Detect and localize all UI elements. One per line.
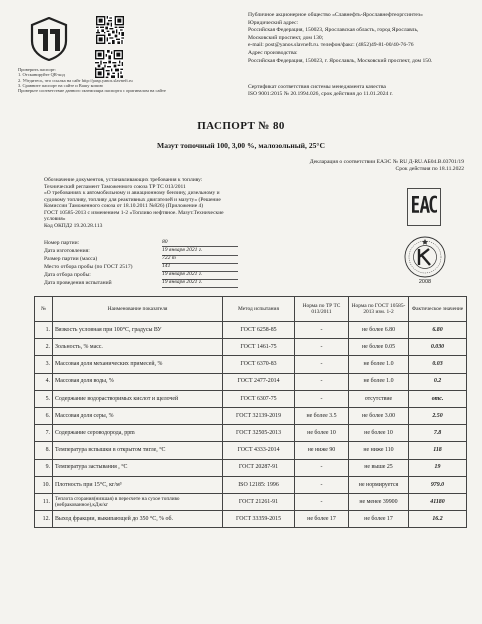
norm-tr: - [295,459,349,476]
indicator-name: Массовая доля воды, % [53,373,223,390]
table-row [35,356,467,373]
product-name: Мазут топочный 100, 3,00 %, малозольный, 25°С [157,141,325,150]
row-number: 9. [35,459,53,476]
test-method: ГОСТ 32505-2013 [223,425,295,442]
row-number: 4. [35,373,53,390]
row-number: 7. [35,425,53,442]
table-row [35,425,467,442]
test-method: ISO 12185: 1996 [223,476,295,493]
actual-value: 0.03 [409,356,467,373]
norm-gost: не нормируется [349,476,409,493]
company-info [248,12,432,65]
test-method: ГОСТ 1461-75 [223,339,295,356]
test-method: ГОСТ 32139-2019 [223,407,295,424]
col-header-norm-gost: Норма по ГОСТ 10585-2013 изм. 1-2 [349,297,409,322]
norm-tr: не ниже 90 [295,442,349,459]
verification-notes [18,67,166,93]
regulation-text [44,177,224,229]
param-value: 80 [162,239,238,247]
norm-gost: отсутствие [349,390,409,407]
actual-value: 7.8 [409,425,467,442]
actual-value: отс. [409,390,467,407]
test-method: ГОСТ 6307-75 [223,390,295,407]
test-method: ГОСТ 33359-2015 [223,511,295,528]
table-row [35,442,467,459]
quality-table [34,296,467,528]
table-row [35,459,467,476]
row-number: 12. [35,511,53,528]
col-header-number: № [35,297,53,322]
declaration [298,159,464,173]
row-number: 11. [35,493,53,510]
indicator-name: Содержание сероводорода, ppm [53,425,223,442]
actual-value: 41180 [409,493,467,510]
table-row [35,339,467,356]
norm-tr: - [295,356,349,373]
company-logo [30,17,68,61]
note-line: Проверить паспорт: [18,67,57,72]
actual-value: 0.030 [409,339,467,356]
actual-value: 16.2 [409,511,467,528]
company-line: e-mail: post@yanos.slavneft.ru. телефон/факс: (4852)49-81-00/40-76-76 [248,42,414,49]
param-label: Дата проведения испытаний [44,280,112,287]
norm-tr: - [295,390,349,407]
test-method: ГОСТ 21261-91 [223,493,295,510]
actual-value: 979.0 [409,476,467,493]
row-number: 2. [35,339,53,356]
norm-gost: не более 1.0 [349,373,409,390]
actual-value: 19 [409,459,467,476]
norm-gost: не более 1.0 [349,356,409,373]
table-row [35,373,467,390]
cert-line: Сертификат соответствия системы менеджмента качества [248,84,386,90]
norm-gost: не более 3.00 [349,407,409,424]
col-header-method: Метод испытания [223,297,295,322]
norm-tr: - [295,373,349,390]
row-number: 5. [35,390,53,407]
company-line: Российская Федерация, 150023, Ярославская область, город Ярославль, [248,27,419,34]
indicator-name: Температура застывания , °С [53,459,223,476]
qr-code-icon[interactable] [96,16,124,44]
actual-value: 118 [409,442,467,459]
cert-line: ISO 9001:2015 № 20.1994.026, срок действия до 11.01.2024 г. [248,91,393,98]
seal-year: 2008 [418,279,432,285]
norm-tr: не более 3.5 [295,407,349,424]
actual-value: 6.80 [409,322,467,339]
actual-value: 2.50 [409,407,467,424]
indicator-name: Массовая доля серы, % [53,407,223,424]
table-row [35,407,467,424]
table-header-row [35,297,467,322]
table-row [35,511,467,528]
indicator-name: Теплота сгорания(низшая) в пересчете на сухое топливо (небракованное),кДж/кг [53,493,223,510]
test-method: ГОСТ 4333-2014 [223,442,295,459]
norm-gost: не выше 25 [349,459,409,476]
note-line: 3. Сравните паспорт на сайте и Вашу копию [18,82,103,88]
param-label: Номер партии: [44,240,80,246]
company-line: Московский проспект, дом 130; [248,34,324,41]
regulation-line: судовому топливу, топливу для реактивных двигателей и мазуту» (Решение [44,196,221,203]
regulation-line: условия» [44,216,66,222]
row-number: 3. [35,356,53,373]
param-value: 19 января 2021 г. [162,271,238,279]
actual-value: 0.2 [409,373,467,390]
table-row [35,493,467,510]
norm-gost: не более 10 [349,425,409,442]
param-value: 19 января 2021 г. [162,279,238,287]
regulation-line: Комиссии Таможенного союза от 18.10.2011 №826) (Приложение 4) [44,203,204,209]
col-header-name: Наименование показателя [53,297,223,322]
norm-tr: - [295,339,349,356]
indicator-name: Температура вспышки в открытом тигле, °С [53,442,223,459]
note-line: 1. Отсканируйте QR-код [18,72,65,78]
param-label: Дата отбора пробы: [44,272,91,279]
param-value: 141 [162,263,238,271]
norm-tr: - [295,493,349,510]
regulation-line: Обозначение документов, устанавливающих требования к топливу: [44,177,203,183]
row-number: 10. [35,476,53,493]
param-label: Размер партии (масса) [44,256,98,263]
indicator-name: Содержание водорастворимых кислот и щелочей [53,390,223,407]
indicator-name: Вязкость условная при 100°С, градусы ВУ [53,322,223,339]
table-body [35,322,467,528]
param-value: 19 января 2021 г. [162,247,238,255]
test-method: ГОСТ 6370-83 [223,356,295,373]
norm-tr: - [295,476,349,493]
indicator-name: Выход фракции, выкипающей до 350 °С, % об. [53,511,223,528]
page-title: ПАСПОРТ № 80 [197,120,285,132]
test-method: ГОСТ 20287-91 [223,459,295,476]
note-line: Проверьте соответствие данного экземпляра паспорта с оригиналом на сайте [18,88,166,94]
param-value: 722 т [162,255,238,263]
norm-gost: не более 17 [349,511,409,528]
norm-gost: не более 0.05 [349,339,409,356]
regulation-line: Технический регламент Таможенного союза ТР ТС 013/2011 [44,183,186,190]
regulation-line: «О требованиях к автомобильному и авиационному бензину, дизельному и [44,190,220,196]
company-line: Публичное акционерное общество «Славнефть-Ярославнефтеоргсинтез» [248,12,423,18]
company-line: Российская Федерация, 150023, г. Ярославль, Московский проспект, дом 150. [248,57,433,64]
eac-mark-icon [407,188,441,226]
company-line: Юридический адрес: [248,19,299,26]
col-header-actual: Фактическое значение [409,297,467,322]
indicator-name: Зольность, % масс. [53,339,223,356]
norm-gost: не менее 39900 [349,493,409,510]
norm-tr: не более 17 [295,511,349,528]
param-label: Дата изготовления: [44,248,90,255]
norm-gost: не ниже 110 [349,442,409,459]
col-header-norm-tr: Норма по ТР ТС 013/2011 [295,297,349,322]
declaration-number: Декларация о соответствии ЕАЭС № RU Д-RU.АБ04.В.03701/19 [309,159,464,165]
norm-tr: - [295,322,349,339]
quality-certificate [248,84,393,98]
regulation-line: ГОСТ 10585-2013 с изменением 1-2 «Топливо нефтяное. Мазут.Технические [44,209,224,216]
company-line: Адрес производства: [248,49,298,56]
declaration-validity: Срок действия по 18.11.2022 [395,165,464,172]
indicator-name: Массовая доля механических примесей, % [53,356,223,373]
row-number: 1. [35,322,53,339]
table-row [35,476,467,493]
row-number: 6. [35,407,53,424]
norm-gost: не более 6.80 [349,322,409,339]
test-method: ГОСТ 2477-2014 [223,373,295,390]
indicator-name: Плотность при 15°С, кг/м³ [53,476,223,493]
regulation-line: Код ОКПД2 19.20.28.113 [44,222,103,229]
table-row [35,322,467,339]
row-number: 8. [35,442,53,459]
note-line: 2. Убедитесь, что ссылка на сайт http://pasp.yanos.slavneft.ru [18,77,133,83]
table-row [35,390,467,407]
test-method: ГОСТ 6258-85 [223,322,295,339]
param-label: Место отбора пробы (по ГОСТ 2517) [44,264,133,271]
norm-tr: не более 10 [295,425,349,442]
quality-seal-icon [404,236,446,278]
